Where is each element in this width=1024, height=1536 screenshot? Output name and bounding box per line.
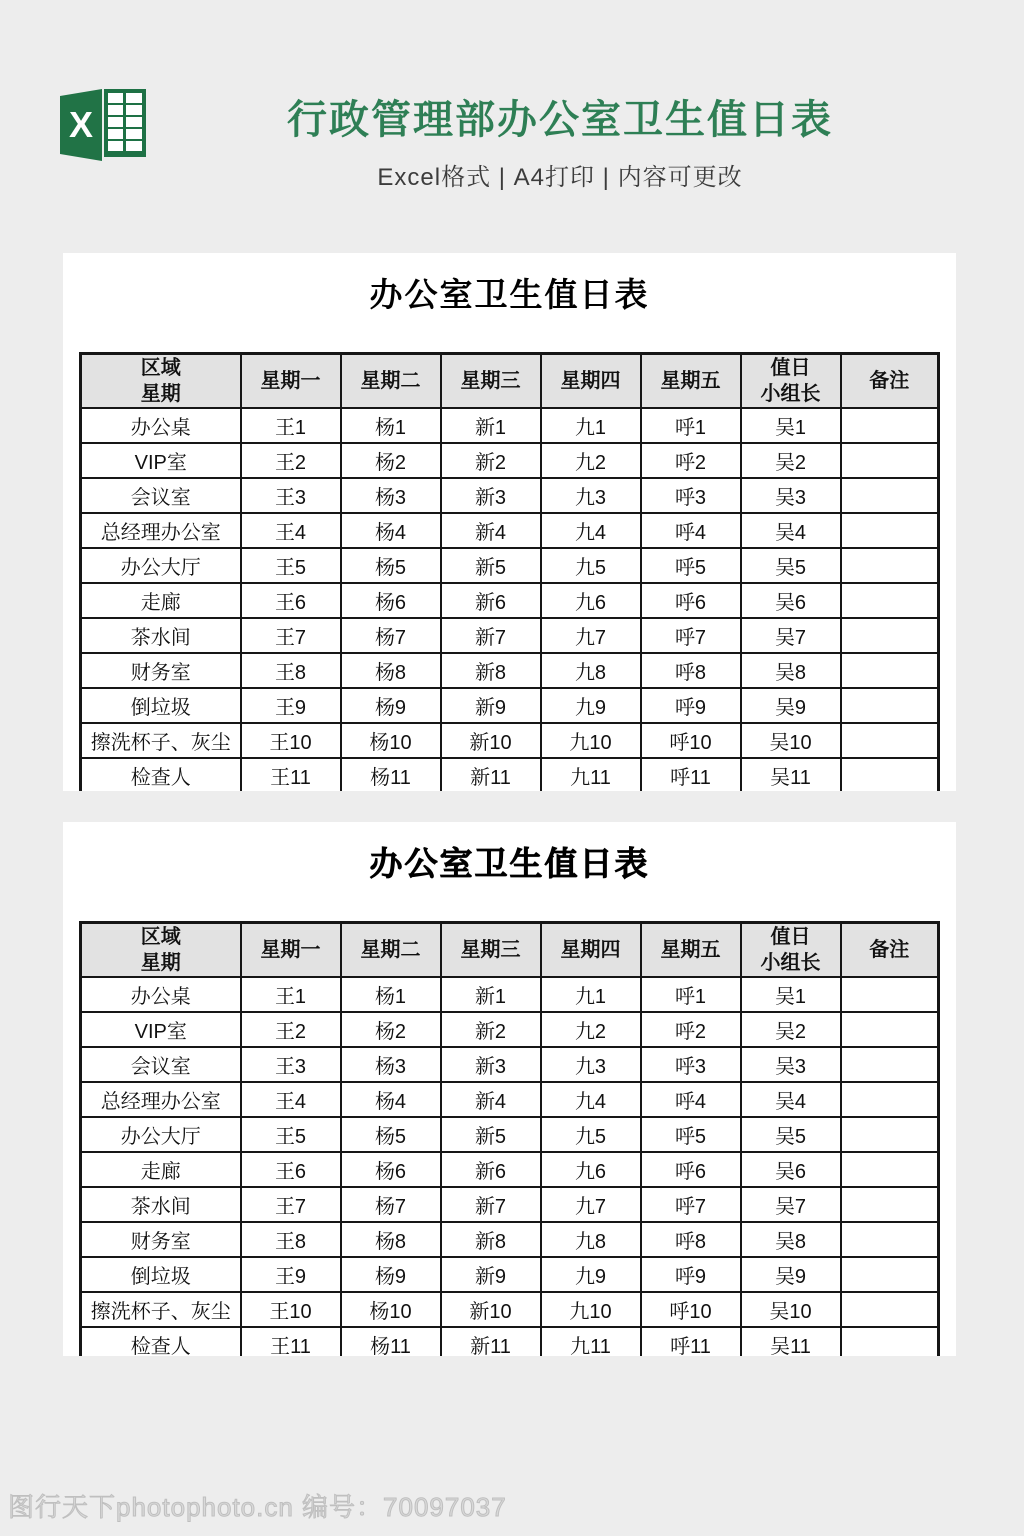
area-cell: 倒垃圾 bbox=[81, 688, 241, 723]
table-row bbox=[81, 1082, 939, 1117]
duty-cell: 吴3 bbox=[741, 1047, 841, 1082]
duty-cell: 新4 bbox=[441, 1082, 541, 1117]
area-cell: 办公大厅 bbox=[81, 1117, 241, 1152]
duty-cell: 王9 bbox=[241, 1257, 341, 1292]
duty-cell: 九6 bbox=[541, 583, 641, 618]
duty-cell: 杨6 bbox=[341, 583, 441, 618]
remark-cell bbox=[841, 548, 939, 583]
duty-cell: 吴6 bbox=[741, 583, 841, 618]
column-header-fri: 星期五 bbox=[641, 923, 741, 978]
table-title: 办公室卫生值日表 bbox=[369, 276, 650, 313]
remark-cell bbox=[841, 1222, 939, 1257]
duty-cell: 新9 bbox=[441, 1257, 541, 1292]
duty-cell: 新7 bbox=[441, 1187, 541, 1222]
area-cell: 倒垃圾 bbox=[81, 1257, 241, 1292]
duty-cell: 呼6 bbox=[641, 583, 741, 618]
duty-cell: 吴5 bbox=[741, 1117, 841, 1152]
duty-cell: 新11 bbox=[441, 758, 541, 791]
duty-cell: 呼10 bbox=[641, 723, 741, 758]
duty-cell: 王4 bbox=[241, 1082, 341, 1117]
duty-cell: 吴1 bbox=[741, 977, 841, 1012]
duty-cell: 吴10 bbox=[741, 723, 841, 758]
duty-cell: 杨4 bbox=[341, 1082, 441, 1117]
duty-cell: 吴7 bbox=[741, 618, 841, 653]
table-row bbox=[81, 977, 939, 1012]
table-row bbox=[81, 408, 939, 443]
duty-cell: 新11 bbox=[441, 1327, 541, 1356]
area-cell: 办公桌 bbox=[81, 408, 241, 443]
table-row bbox=[81, 1152, 939, 1187]
duty-cell: 杨4 bbox=[341, 513, 441, 548]
excel-x-letter: X bbox=[68, 104, 94, 145]
duty-cell: 九4 bbox=[541, 513, 641, 548]
duty-cell: 呼1 bbox=[641, 408, 741, 443]
duty-cell: 吴7 bbox=[741, 1187, 841, 1222]
duty-cell: 王10 bbox=[241, 723, 341, 758]
duty-cell: 王11 bbox=[241, 1327, 341, 1356]
duty-cell: 新2 bbox=[441, 1012, 541, 1047]
remark-cell bbox=[841, 478, 939, 513]
duty-cell: 杨2 bbox=[341, 443, 441, 478]
area-cell: 会议室 bbox=[81, 478, 241, 513]
duty-cell: 九1 bbox=[541, 977, 641, 1012]
duty-cell: 九10 bbox=[541, 723, 641, 758]
page-subtitle: Excel格式 | A4打印 | 内容可更改 bbox=[377, 164, 743, 191]
duty-cell: 新3 bbox=[441, 1047, 541, 1082]
duty-table bbox=[79, 352, 940, 791]
duty-cell: 呼1 bbox=[641, 977, 741, 1012]
duty-cell: 杨11 bbox=[341, 1327, 441, 1356]
duty-cell: 杨3 bbox=[341, 478, 441, 513]
area-cell: 检查人 bbox=[81, 758, 241, 791]
area-cell: 走廊 bbox=[81, 1152, 241, 1187]
duty-cell: 呼5 bbox=[641, 1117, 741, 1152]
column-header-thu: 星期四 bbox=[541, 923, 641, 978]
duty-cell: 王2 bbox=[241, 1012, 341, 1047]
duty-cell: 新4 bbox=[441, 513, 541, 548]
duty-cell: 杨2 bbox=[341, 1012, 441, 1047]
column-header-remark: 备注 bbox=[841, 354, 939, 409]
duty-cell: 新9 bbox=[441, 688, 541, 723]
duty-cell: 吴2 bbox=[741, 1012, 841, 1047]
duty-cell: 九9 bbox=[541, 688, 641, 723]
duty-cell: 九1 bbox=[541, 408, 641, 443]
duty-cell: 呼7 bbox=[641, 618, 741, 653]
duty-cell: 九11 bbox=[541, 1327, 641, 1356]
remark-cell bbox=[841, 723, 939, 758]
table-row bbox=[81, 1292, 939, 1327]
remark-cell bbox=[841, 1187, 939, 1222]
duty-cell: 新6 bbox=[441, 1152, 541, 1187]
duty-cell: 吴2 bbox=[741, 443, 841, 478]
remark-cell bbox=[841, 1012, 939, 1047]
duty-cell: 呼6 bbox=[641, 1152, 741, 1187]
duty-cell: 吴1 bbox=[741, 408, 841, 443]
header-row bbox=[81, 354, 939, 409]
duty-cell: 杨9 bbox=[341, 1257, 441, 1292]
remark-cell bbox=[841, 688, 939, 723]
duty-cell: 呼4 bbox=[641, 1082, 741, 1117]
table-title: 办公室卫生值日表 bbox=[369, 845, 650, 882]
duty-cell: 九2 bbox=[541, 1012, 641, 1047]
column-header-thu: 星期四 bbox=[541, 354, 641, 409]
area-cell: 总经理办公室 bbox=[81, 1082, 241, 1117]
column-header-leader: 值日 小组长 bbox=[741, 354, 841, 409]
duty-cell: 九10 bbox=[541, 1292, 641, 1327]
duty-cell: 王6 bbox=[241, 583, 341, 618]
duty-cell: 王3 bbox=[241, 478, 341, 513]
duty-cell: 九8 bbox=[541, 1222, 641, 1257]
duty-cell: 新5 bbox=[441, 548, 541, 583]
header-row bbox=[81, 923, 939, 978]
area-cell: 财务室 bbox=[81, 1222, 241, 1257]
duty-cell: 呼8 bbox=[641, 653, 741, 688]
duty-cell: 杨1 bbox=[341, 408, 441, 443]
column-header-leader: 值日 小组长 bbox=[741, 923, 841, 978]
area-cell: 办公桌 bbox=[81, 977, 241, 1012]
duty-cell: 新7 bbox=[441, 618, 541, 653]
duty-table-card-1 bbox=[63, 253, 956, 791]
duty-cell: 杨9 bbox=[341, 688, 441, 723]
duty-cell: 吴4 bbox=[741, 1082, 841, 1117]
remark-cell bbox=[841, 1117, 939, 1152]
duty-cell: 吴8 bbox=[741, 1222, 841, 1257]
duty-cell: 新3 bbox=[441, 478, 541, 513]
table-row bbox=[81, 513, 939, 548]
duty-cell: 王10 bbox=[241, 1292, 341, 1327]
duty-cell: 杨1 bbox=[341, 977, 441, 1012]
duty-cell: 九5 bbox=[541, 548, 641, 583]
duty-cell: 吴11 bbox=[741, 758, 841, 791]
duty-cell: 呼5 bbox=[641, 548, 741, 583]
remark-cell bbox=[841, 653, 939, 688]
duty-cell: 王6 bbox=[241, 1152, 341, 1187]
duty-cell: 王1 bbox=[241, 977, 341, 1012]
duty-cell: 新1 bbox=[441, 408, 541, 443]
duty-cell: 九11 bbox=[541, 758, 641, 791]
duty-cell: 新10 bbox=[441, 1292, 541, 1327]
duty-cell: 新2 bbox=[441, 443, 541, 478]
duty-cell: 杨6 bbox=[341, 1152, 441, 1187]
table-row bbox=[81, 478, 939, 513]
duty-cell: 吴9 bbox=[741, 688, 841, 723]
duty-cell: 王7 bbox=[241, 618, 341, 653]
duty-cell: 杨8 bbox=[341, 653, 441, 688]
duty-cell: 王5 bbox=[241, 1117, 341, 1152]
duty-cell: 吴10 bbox=[741, 1292, 841, 1327]
remark-cell bbox=[841, 1047, 939, 1082]
table-row bbox=[81, 1222, 939, 1257]
duty-cell: 呼3 bbox=[641, 1047, 741, 1082]
duty-cell: 杨3 bbox=[341, 1047, 441, 1082]
duty-cell: 杨7 bbox=[341, 1187, 441, 1222]
remark-cell bbox=[841, 1082, 939, 1117]
column-header-mon: 星期一 bbox=[241, 923, 341, 978]
duty-cell: 吴6 bbox=[741, 1152, 841, 1187]
duty-cell: 王9 bbox=[241, 688, 341, 723]
area-cell: 办公大厅 bbox=[81, 548, 241, 583]
remark-cell bbox=[841, 618, 939, 653]
column-header-tue: 星期二 bbox=[341, 354, 441, 409]
table-row bbox=[81, 723, 939, 758]
duty-cell: 王2 bbox=[241, 443, 341, 478]
table-row bbox=[81, 548, 939, 583]
remark-cell bbox=[841, 1257, 939, 1292]
duty-cell: 呼11 bbox=[641, 758, 741, 791]
duty-cell: 杨7 bbox=[341, 618, 441, 653]
remark-cell bbox=[841, 1327, 939, 1356]
remark-cell bbox=[841, 583, 939, 618]
duty-cell: 新8 bbox=[441, 1222, 541, 1257]
table-row bbox=[81, 618, 939, 653]
duty-cell: 王4 bbox=[241, 513, 341, 548]
column-header-tue: 星期二 bbox=[341, 923, 441, 978]
area-cell: 会议室 bbox=[81, 1047, 241, 1082]
area-cell: 擦洗杯子、灰尘 bbox=[81, 723, 241, 758]
area-cell: 检查人 bbox=[81, 1327, 241, 1356]
duty-cell: 王11 bbox=[241, 758, 341, 791]
duty-cell: 呼11 bbox=[641, 1327, 741, 1356]
duty-cell: 新1 bbox=[441, 977, 541, 1012]
remark-cell bbox=[841, 443, 939, 478]
duty-cell: 九8 bbox=[541, 653, 641, 688]
duty-cell: 呼4 bbox=[641, 513, 741, 548]
area-cell: VIP室 bbox=[81, 443, 241, 478]
duty-cell: 九7 bbox=[541, 618, 641, 653]
duty-cell: 新6 bbox=[441, 583, 541, 618]
duty-cell: 九5 bbox=[541, 1117, 641, 1152]
duty-cell: 九3 bbox=[541, 1047, 641, 1082]
remark-cell bbox=[841, 977, 939, 1012]
table-row bbox=[81, 443, 939, 478]
duty-cell: 吴8 bbox=[741, 653, 841, 688]
area-cell: 茶水间 bbox=[81, 1187, 241, 1222]
table-row bbox=[81, 1257, 939, 1292]
header-text bbox=[96, 88, 1024, 192]
table-row bbox=[81, 1327, 939, 1356]
duty-cell: 杨5 bbox=[341, 1117, 441, 1152]
duty-cell: 呼2 bbox=[641, 443, 741, 478]
page-header bbox=[0, 0, 1024, 198]
remark-cell bbox=[841, 408, 939, 443]
duty-cell: 九6 bbox=[541, 1152, 641, 1187]
area-cell: 走廊 bbox=[81, 583, 241, 618]
duty-cell: 吴4 bbox=[741, 513, 841, 548]
excel-logo-icon bbox=[58, 86, 150, 166]
table-row bbox=[81, 1012, 939, 1047]
duty-cell: 吴11 bbox=[741, 1327, 841, 1356]
duty-cell: 王1 bbox=[241, 408, 341, 443]
column-header-remark: 备注 bbox=[841, 923, 939, 978]
column-header-wed: 星期三 bbox=[441, 354, 541, 409]
table-row bbox=[81, 1117, 939, 1152]
duty-cell: 呼9 bbox=[641, 1257, 741, 1292]
duty-cell: 呼10 bbox=[641, 1292, 741, 1327]
duty-cell: 吴9 bbox=[741, 1257, 841, 1292]
page-title: 行政管理部办公室卫生值日表 bbox=[287, 98, 833, 142]
column-header-fri: 星期五 bbox=[641, 354, 741, 409]
duty-table bbox=[79, 921, 940, 1356]
duty-cell: 杨11 bbox=[341, 758, 441, 791]
table-row bbox=[81, 688, 939, 723]
duty-cell: 新10 bbox=[441, 723, 541, 758]
duty-cell: 杨8 bbox=[341, 1222, 441, 1257]
duty-cell: 王5 bbox=[241, 548, 341, 583]
table-row bbox=[81, 583, 939, 618]
duty-cell: 九7 bbox=[541, 1187, 641, 1222]
duty-cell: 呼7 bbox=[641, 1187, 741, 1222]
duty-cell: 九2 bbox=[541, 443, 641, 478]
duty-cell: 呼9 bbox=[641, 688, 741, 723]
excel-icon bbox=[58, 86, 150, 166]
duty-cell: 新5 bbox=[441, 1117, 541, 1152]
remark-cell bbox=[841, 513, 939, 548]
area-cell: 茶水间 bbox=[81, 618, 241, 653]
duty-cell: 新8 bbox=[441, 653, 541, 688]
column-header-area: 区域 星期 bbox=[81, 923, 241, 978]
area-cell: 擦洗杯子、灰尘 bbox=[81, 1292, 241, 1327]
remark-cell bbox=[841, 1292, 939, 1327]
remark-cell bbox=[841, 758, 939, 791]
duty-cell: 呼8 bbox=[641, 1222, 741, 1257]
duty-cell: 吴3 bbox=[741, 478, 841, 513]
area-cell: 财务室 bbox=[81, 653, 241, 688]
duty-cell: 呼3 bbox=[641, 478, 741, 513]
duty-cell: 九4 bbox=[541, 1082, 641, 1117]
table-row bbox=[81, 1047, 939, 1082]
duty-cell: 九3 bbox=[541, 478, 641, 513]
area-cell: 总经理办公室 bbox=[81, 513, 241, 548]
duty-cell: 王8 bbox=[241, 653, 341, 688]
column-header-area: 区域 星期 bbox=[81, 354, 241, 409]
duty-cell: 王3 bbox=[241, 1047, 341, 1082]
duty-cell: 杨10 bbox=[341, 1292, 441, 1327]
area-cell: VIP室 bbox=[81, 1012, 241, 1047]
duty-cell: 吴5 bbox=[741, 548, 841, 583]
duty-cell: 王8 bbox=[241, 1222, 341, 1257]
duty-cell: 杨5 bbox=[341, 548, 441, 583]
duty-cell: 王7 bbox=[241, 1187, 341, 1222]
duty-cell: 呼2 bbox=[641, 1012, 741, 1047]
table-row bbox=[81, 758, 939, 791]
duty-cell: 九9 bbox=[541, 1257, 641, 1292]
table-row bbox=[81, 1187, 939, 1222]
column-header-wed: 星期三 bbox=[441, 923, 541, 978]
table-row bbox=[81, 653, 939, 688]
duty-table-card-2 bbox=[63, 822, 956, 1356]
remark-cell bbox=[841, 1152, 939, 1187]
column-header-mon: 星期一 bbox=[241, 354, 341, 409]
duty-cell: 杨10 bbox=[341, 723, 441, 758]
watermark: 图行天下photophoto.cn 编号：70097037 bbox=[8, 1492, 507, 1522]
